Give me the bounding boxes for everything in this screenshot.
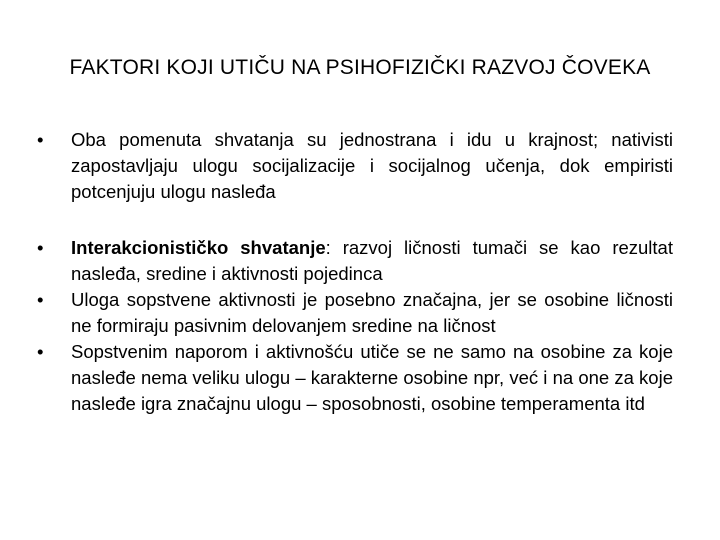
bullet-text: Oba pomenuta shvatanja su jednostrana i idu u krajnost; nativisti zapostavljaju ulogu socijalizacije i socijalnog učenja, dok empiristi potcenjuju ulogu nasleđa: [71, 129, 673, 202]
bullet-dot-icon: •: [37, 289, 44, 310]
slide-title: FAKTORI KOJI UTIČU NA PSIHOFIZIČKI RAZVOJ ČOVEKA: [69, 56, 651, 79]
bullet-dot-icon: •: [37, 341, 44, 362]
bullet-list-top: [37, 127, 673, 205]
bullet-text: : razvoj ličnosti tumači se kao rezultat nasleđa, sredine i aktivnosti pojedinca: [71, 237, 673, 284]
bullet-item: [37, 127, 673, 205]
bullet-item: [37, 235, 673, 287]
bullet-dot-icon: •: [37, 237, 44, 258]
bullet-dot-icon: •: [37, 129, 44, 150]
bullet-item: [37, 287, 673, 339]
bullet-bold-lead: Interakcionističko shvatanje: [71, 237, 326, 258]
bullet-item: [37, 339, 673, 417]
bullet-text: Uloga sopstvene aktivnosti je posebno značajna, jer se osobine ličnosti ne formiraju pasivnim delovanjem sredine na ličnost: [71, 289, 673, 336]
bullet-text: Sopstvenim naporom i aktivnošću utiče se ne samo na osobine za koje nasleđe nema veliku ulogu – karakterne osobine npr, već i na one za koje nasleđe igra značajnu ulogu – sposobnosti, osobine temperamenta itd: [71, 341, 673, 414]
bullet-list-bottom: [37, 235, 673, 417]
